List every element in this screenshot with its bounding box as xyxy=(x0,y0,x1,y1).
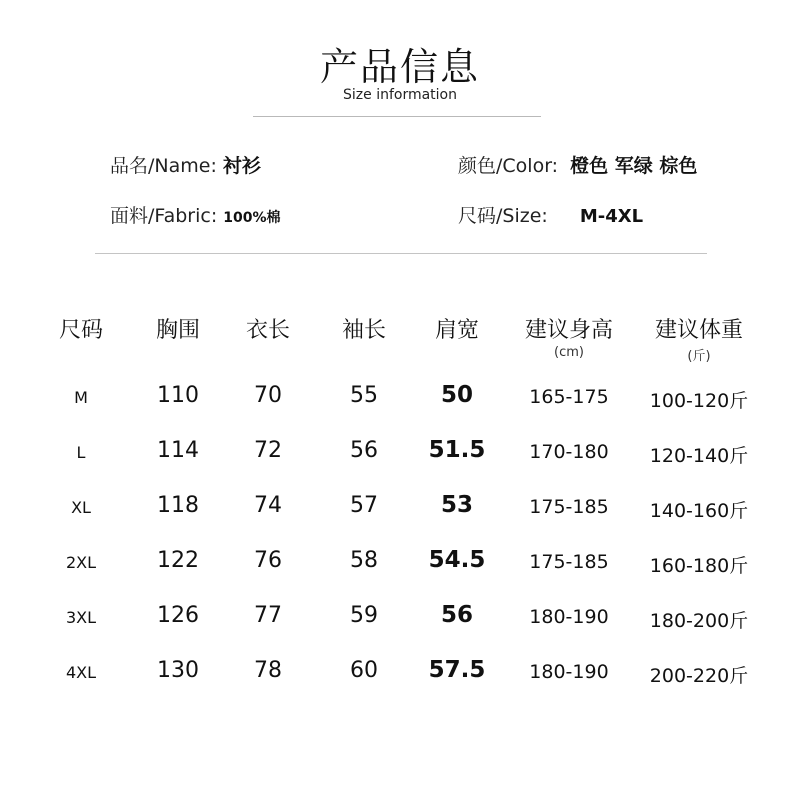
cell-weight: 180-200斤 xyxy=(649,610,749,632)
col-header-weight: 建议体重 xyxy=(654,318,743,343)
cell-chest: 118 xyxy=(157,493,199,518)
col-header-chest: 胸围 xyxy=(155,318,200,343)
cell-chest: 122 xyxy=(157,548,199,573)
cell-shoulder: 50 xyxy=(440,382,473,408)
cell-height: 165-175 xyxy=(529,386,609,408)
cell-chest: 110 xyxy=(157,383,199,408)
cell-shoulder: 57.5 xyxy=(428,657,486,683)
cell-size: 4XL xyxy=(65,663,97,682)
cell-height: 170-180 xyxy=(529,441,609,463)
cell-length: 70 xyxy=(254,383,282,408)
product-size-range xyxy=(458,201,643,228)
cell-weight: 160-180斤 xyxy=(649,555,749,577)
col-header-size: 尺码 xyxy=(58,318,103,343)
cell-shoulder: 54.5 xyxy=(428,547,486,573)
cell-weight: 200-220斤 xyxy=(649,665,749,687)
product-size-label: 尺码/Size: xyxy=(458,205,548,227)
product-name xyxy=(110,151,261,178)
product-name-label: 品名/Name: xyxy=(110,155,217,177)
col-header-sleeve: 袖长 xyxy=(341,318,386,343)
cell-size: XL xyxy=(71,498,91,517)
cell-size: L xyxy=(76,443,86,462)
cell-size: 2XL xyxy=(65,553,97,572)
cell-size: 3XL xyxy=(65,608,97,627)
col-header-length: 衣长 xyxy=(245,318,290,343)
top-divider xyxy=(253,116,541,117)
col-header-shoulder: 肩宽 xyxy=(434,318,479,343)
cell-chest: 114 xyxy=(157,438,199,463)
product-color-value: 橙色 军绿 棕色 xyxy=(570,155,698,177)
product-fabric-label: 面料/Fabric: xyxy=(110,205,218,227)
cell-size: M xyxy=(74,388,88,407)
cell-weight: 120-140斤 xyxy=(649,445,749,467)
cell-height: 180-190 xyxy=(529,606,609,628)
cell-length: 78 xyxy=(254,658,282,683)
product-fabric xyxy=(110,201,281,228)
col-header-height: 建议身高 xyxy=(524,318,613,343)
unit-weight: (斤) xyxy=(687,349,711,364)
cell-weight: 140-160斤 xyxy=(649,500,749,522)
cell-length: 77 xyxy=(254,603,282,628)
cell-sleeve: 58 xyxy=(350,548,378,573)
cell-height: 175-185 xyxy=(529,496,609,518)
cell-shoulder: 53 xyxy=(440,492,473,518)
product-name-value: 衬衫 xyxy=(222,155,261,177)
middle-divider xyxy=(95,253,707,254)
cell-length: 76 xyxy=(254,548,282,573)
cell-sleeve: 57 xyxy=(350,493,378,518)
cell-weight: 100-120斤 xyxy=(649,390,749,412)
cell-height: 175-185 xyxy=(529,551,609,573)
cell-chest: 130 xyxy=(157,658,199,683)
product-color xyxy=(458,151,697,178)
cell-chest: 126 xyxy=(157,603,199,628)
page-subtitle: Size information xyxy=(343,87,457,103)
unit-height: (cm) xyxy=(554,345,584,360)
cell-shoulder: 56 xyxy=(440,602,473,628)
cell-length: 72 xyxy=(254,438,282,463)
product-color-label: 颜色/Color: xyxy=(458,155,559,177)
product-fabric-value: 100%棉 xyxy=(223,210,281,226)
cell-height: 180-190 xyxy=(529,661,609,683)
cell-sleeve: 56 xyxy=(350,438,378,463)
cell-shoulder: 51.5 xyxy=(428,437,486,463)
cell-sleeve: 60 xyxy=(350,658,378,683)
product-size-value: M-4XL xyxy=(579,206,644,227)
cell-sleeve: 59 xyxy=(350,603,378,628)
cell-sleeve: 55 xyxy=(350,383,378,408)
page-title: 产品信息 xyxy=(319,45,480,89)
cell-length: 74 xyxy=(254,493,282,518)
